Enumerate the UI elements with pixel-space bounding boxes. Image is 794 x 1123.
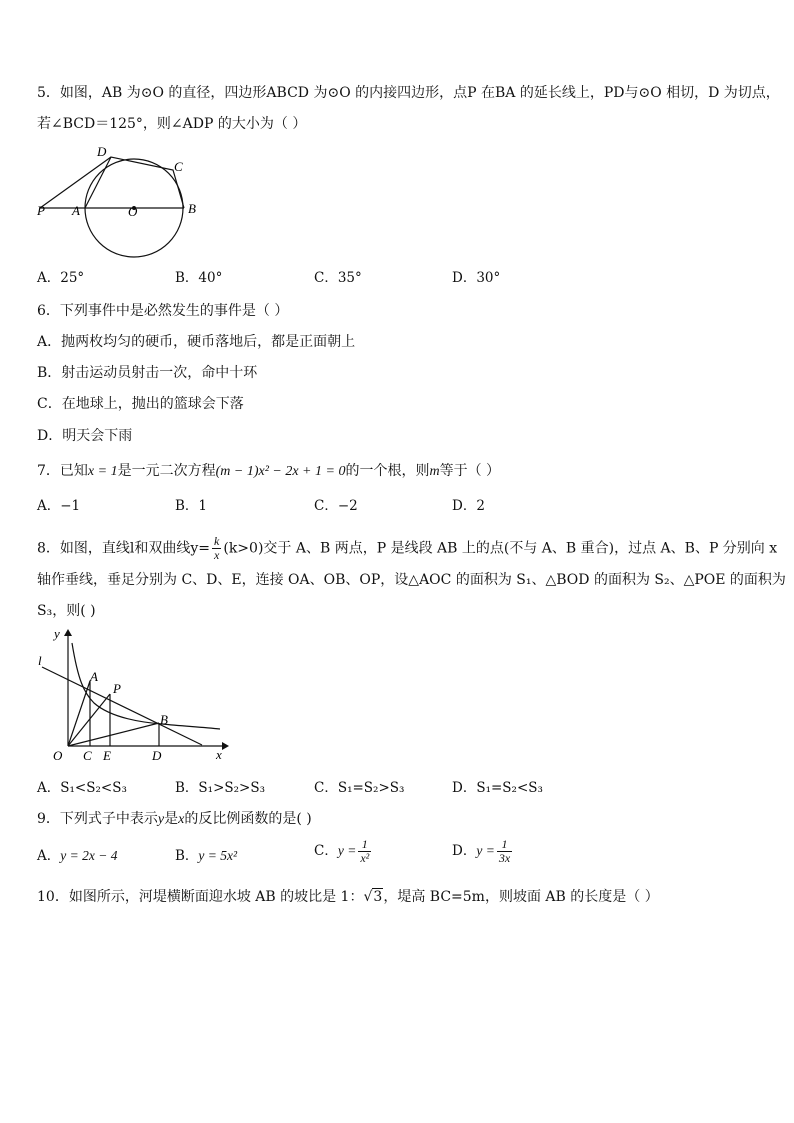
- q7-variable: m: [429, 464, 440, 479]
- q8-label-O: O: [53, 748, 63, 763]
- q5-option-c: C．35°: [314, 270, 362, 286]
- q8-option-a: A．S₁<S₂<S₃: [37, 780, 127, 796]
- q9-option-d-label: D．: [452, 843, 477, 859]
- q5-label-P: P: [37, 203, 45, 218]
- q8-label-D: D: [152, 748, 162, 763]
- q9-var-x: x: [178, 812, 185, 827]
- q8-label-y: y: [54, 626, 60, 641]
- q10-stem: [37, 888, 659, 906]
- q7-equation: (m − 1)x² − 2x + 1 = 0: [215, 464, 346, 479]
- q6-stem: 6．下列事件中是必然发生的事件是（ ）: [37, 303, 289, 319]
- q9-option-b: [175, 847, 237, 865]
- q5-label-D: D: [97, 144, 107, 159]
- q8-fraction-numerator: k: [214, 534, 220, 548]
- q9-option-a-label: A．: [37, 848, 61, 864]
- q5-label-B: B: [188, 201, 196, 216]
- q8-label-A: A: [90, 669, 98, 684]
- q9-option-c-lhs: y =: [337, 843, 357, 858]
- q9-option-c: [314, 838, 373, 865]
- q7-option-a: A．−1: [37, 498, 81, 514]
- q10-stem-b: ，堤高 BC=5m，则坡面 AB 的长度是（ ）: [383, 889, 659, 905]
- q9-option-d: [452, 838, 514, 865]
- q7-stem: [37, 462, 500, 481]
- q10-stem-a: 10．如图所示，河堤横断面迎水坡 AB 的坡比是 1：: [37, 889, 364, 905]
- q5-option-b: B．40°: [175, 270, 223, 286]
- q8-line1-b: (k>0)交于 A、B 两点，P 是线段 AB 上的点(不与 A、B 重合)，过点 A、B、P 分别向 x: [223, 540, 778, 557]
- q8-fraction: [212, 535, 221, 562]
- q9-stem-c: 的反比例函数的是( ): [184, 811, 312, 827]
- q9-option-b-expr: y = 5x²: [198, 848, 238, 863]
- q6-option-a: A．抛两枚均匀的硬币，硬币落地后，都是正面朝上: [37, 334, 356, 350]
- q5-label-A: A: [72, 203, 80, 218]
- q5-option-a: A．25°: [37, 270, 85, 286]
- q8-label-l: l: [38, 653, 42, 668]
- q5-stem-line1: 5．如图，AB 为⊙O 的直径，四边形ABCD 为⊙O 的内接四边形，点P 在BA 的延长线上，PD与⊙O 相切，D 为切点，: [37, 85, 780, 101]
- q9-option-d-lhs: y =: [476, 843, 495, 858]
- q7-option-b: B．1: [175, 498, 208, 514]
- q7-condition: x = 1: [87, 464, 118, 479]
- q9-option-b-label: B．: [175, 848, 199, 864]
- q5-label-O: O: [128, 204, 138, 219]
- q9-option-c-numerator: 1: [358, 838, 371, 852]
- q6-option-c: C．在地球上，抛出的篮球会下落: [37, 396, 244, 412]
- q9-var-y: y: [157, 812, 165, 827]
- q6-option-b: B．射击运动员射击一次，命中十环: [37, 365, 258, 381]
- q8-figure: [32, 625, 232, 765]
- q7-suffix: 的一个根，则: [345, 463, 430, 479]
- q9-stem: [37, 810, 312, 829]
- q9-option-c-label: C．: [314, 843, 338, 859]
- q8-label-C: C: [83, 748, 92, 763]
- q9-option-a-expr: y = 2x − 4: [60, 848, 118, 863]
- q7-prefix: 7．已知: [37, 463, 88, 479]
- q9-option-d-numerator: 1: [497, 838, 512, 852]
- q9-option-a: [37, 847, 117, 865]
- q8-option-d: D．S₁=S₂<S₃: [452, 780, 543, 796]
- q8-option-b: B．S₁>S₂>S₃: [175, 780, 266, 796]
- q8-stem-line3: S₃，则( ): [37, 603, 96, 619]
- q9-option-c-denominator: x²: [360, 851, 370, 865]
- q10-sqrt-value: 3: [373, 889, 383, 905]
- q9-option-d-denominator: 3x: [498, 851, 511, 865]
- q7-end: 等于（ ）: [439, 463, 501, 479]
- q10-sqrt: [363, 888, 383, 906]
- q5-stem-line2: 若∠BCD＝125°，则∠ADP 的大小为（ ）: [37, 116, 307, 132]
- q8-stem-line2: 轴作垂线，垂足分别为 C、D、E，连接 OA、OB、OP，设△AOC 的面积为 S₁、△BOD 的面积为 S₂、△POE 的面积为: [37, 572, 786, 588]
- q7-option-c: C．−2: [314, 498, 358, 514]
- q8-label-E: E: [103, 748, 111, 763]
- q8-fraction-denominator: x: [214, 548, 220, 562]
- q8-label-x: x: [216, 747, 222, 762]
- q8-label-P: P: [113, 681, 121, 696]
- q9-option-c-fraction: [358, 838, 371, 865]
- q9-stem-a: 9．下列式子中表示: [37, 811, 158, 827]
- q5-figure: [34, 140, 214, 260]
- q9-option-d-fraction: [497, 838, 512, 865]
- q9-stem-b: 是: [164, 811, 179, 827]
- q8-stem-line1: [37, 535, 777, 562]
- q7-option-d: D．2: [452, 498, 485, 514]
- q8-option-c: C．S₁=S₂>S₃: [314, 780, 405, 796]
- q6-option-d: D．明天会下雨: [37, 428, 133, 444]
- q5-label-C: C: [174, 159, 183, 174]
- q8-label-B: B: [160, 712, 168, 727]
- sqrt-sign-icon: √: [363, 889, 373, 905]
- q5-option-d: D．30°: [452, 270, 501, 286]
- q7-mid: 是一元二次方程: [117, 463, 216, 479]
- q8-line1-a: 8．如图，直线l和双曲线y=: [37, 540, 211, 557]
